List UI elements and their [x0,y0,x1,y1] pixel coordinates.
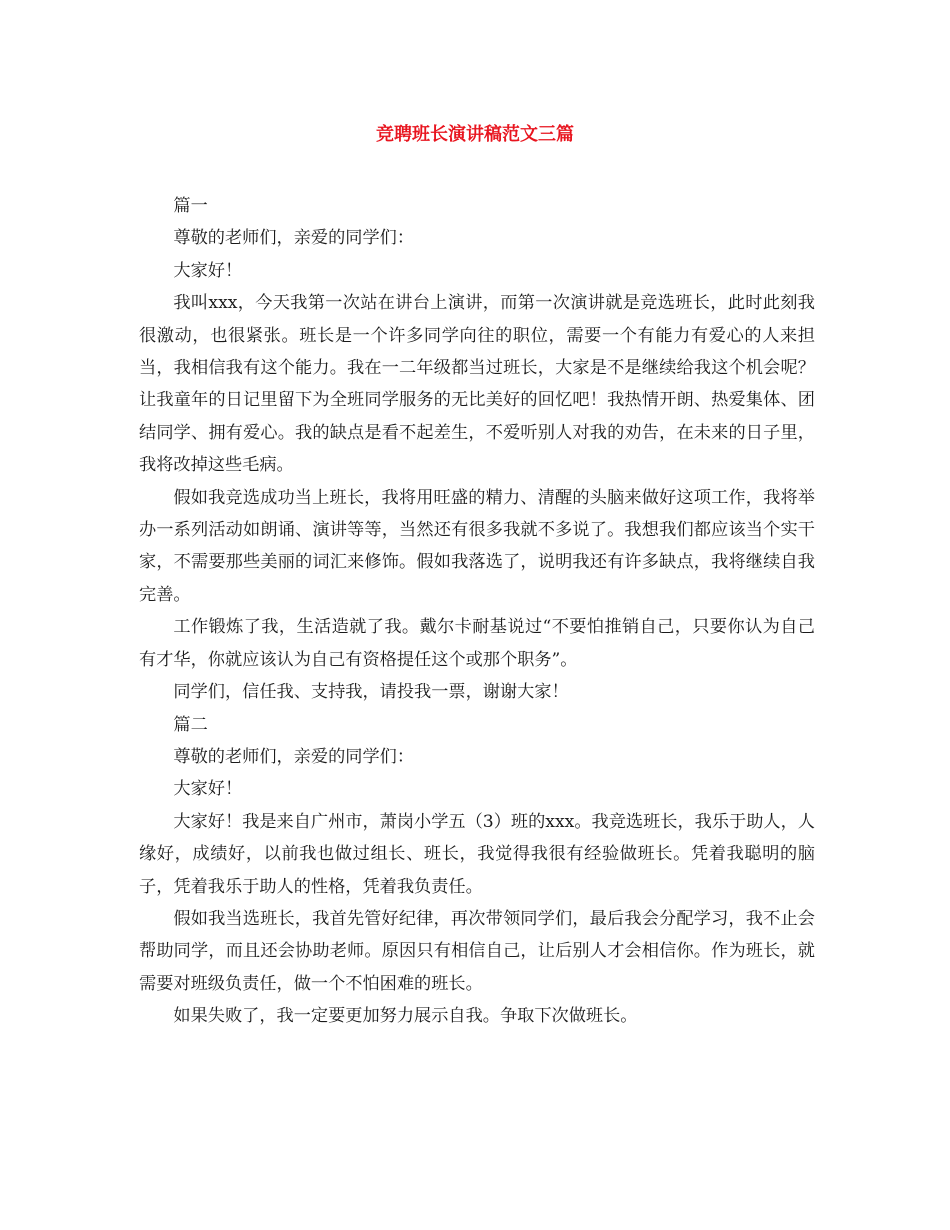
paragraph: 篇二 [173,714,208,735]
paragraph: 大家好！我是来自广州市，萧岗小学五（3）班的xxx。我竞选班长，我乐于助人，人缘好，成绩好，以前我也做过组长、班长，我觉得我很有经验做班长。凭着我聪明的脑子，凭着我乐于助人的性格，凭着我负责任。 [139,811,815,897]
paragraph: 同学们，信任我、支持我，请投我一票，谢谢大家！ [173,682,569,703]
paragraph: 如果失败了，我一定要更加努力展示自我。争取下次做班长。 [173,1006,638,1027]
paragraph: 假如我当选班长，我首先管好纪律，再次带领同学们，最后我会分配学习，我不止会帮助同学，而且还会协助老师。原因只有相信自己，让后别人才会相信你。作为班长，就需要对班级负责任，做一个不怕困难的班长。 [139,908,815,994]
paragraph: 大家好！ [173,260,243,281]
document-title: 竞聘班长演讲稿范文三篇 [376,124,574,145]
paragraph: 篇一 [173,196,208,216]
paragraph: 大家好！ [173,779,243,800]
paragraph: 工作锻炼了我，生活造就了我。戴尔卡耐基说过“不要怕推销自己，只要你认为自己有才华，你就应该认为自己有资格提任这个或那个职务”。 [139,617,815,670]
document-body [139,190,815,1033]
paragraph: 尊敬的老师们，亲爱的同学们： [173,228,415,249]
paragraph: 我叫xxx，今天我第一次站在讲台上演讲，而第一次演讲就是竞选班长，此时此刻我很激动，也很紧张。班长是一个许多同学向往的职位，需要一个有能力有爱心的人来担当，我相信我有这个能力。我在一二年级都当过班长，大家是不是继续给我这个机会呢？让我童年的日记里留下为全班同学服务的无比美好的回忆吧！我热情开朗、热爱集体、团结同学、拥有爱心。我的缺点是看不起差生，不爱听别人对我的劝告，在未来的日子里，我将改掉这些毛病。 [139,293,815,476]
paragraph: 假如我竞选成功当上班长，我将用旺盛的精力、清醒的头脑来做好这项工作，我将举办一系列活动如朗诵、演讲等等，当然还有很多我就不多说了。我想我们都应该当个实干家，不需要那些美丽的词汇来修饰。假如我落选了，说明我还有许多缺点，我将继续自我完善。 [139,487,815,605]
paragraph: 尊敬的老师们，亲爱的同学们： [173,746,415,767]
